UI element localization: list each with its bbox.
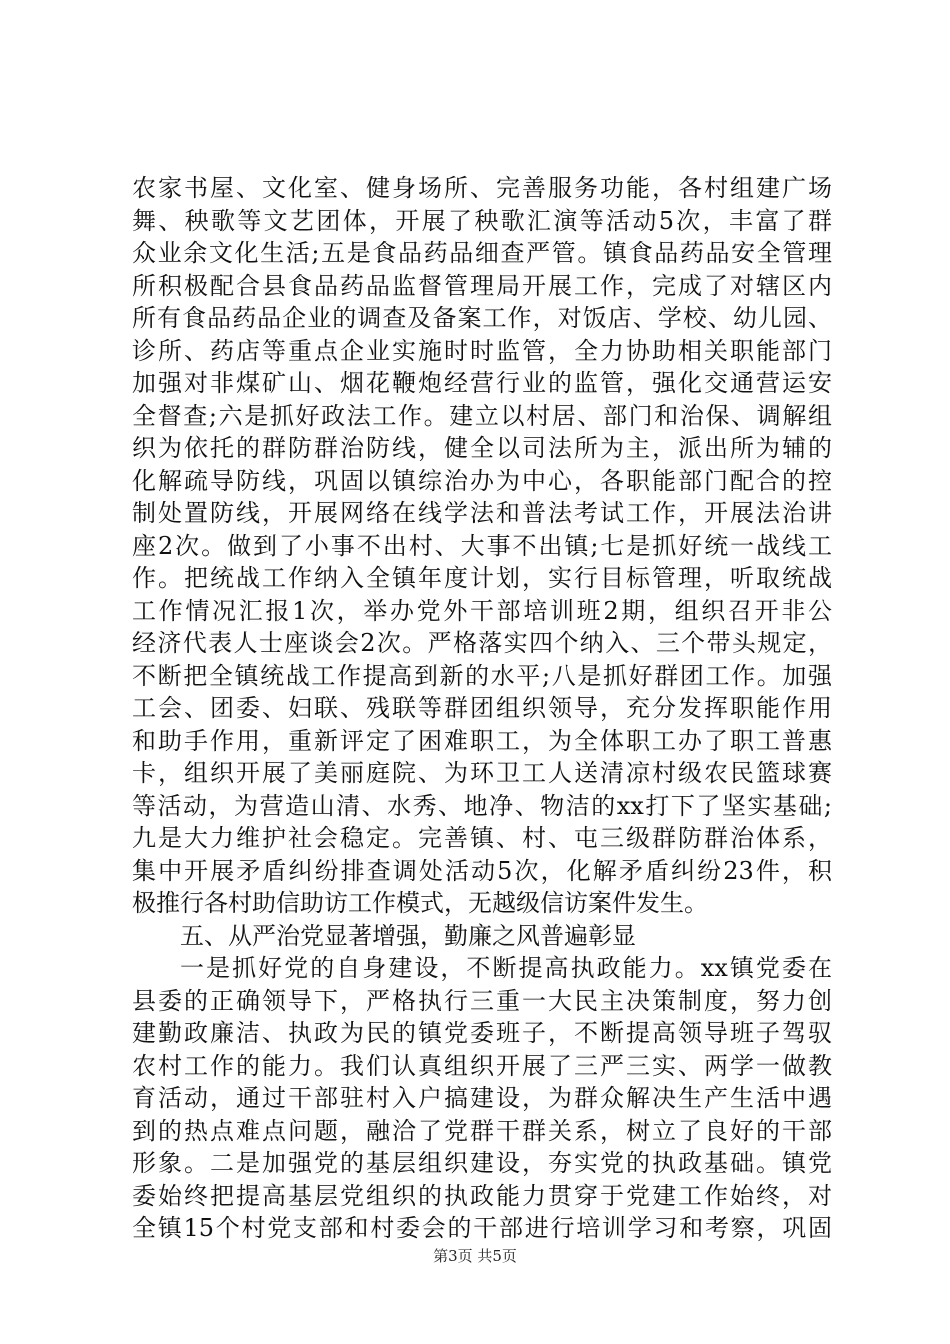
text-line: 工作情况汇报1次，举办党外干部培训班2期，组织召开非公	[132, 596, 832, 625]
text-line: 县委的正确领导下，严格执行三重一大民主决策制度，努力创	[132, 986, 832, 1015]
text-line: 座2次。做到了小事不出村、大事不出镇;七是抓好统一战线工	[132, 531, 832, 560]
text-line: 育活动，通过干部驻村入户搞建设，为群众解决生产生活中遇	[132, 1084, 832, 1112]
text-line: 众业余文化生活;五是食品药品细查严管。镇食品药品安全管理	[132, 239, 832, 267]
text-line: 到的热点难点问题，融洽了党群干群关系，树立了良好的干部	[132, 1116, 832, 1145]
text-line: 所有食品药品企业的调查及备案工作，对饭店、学校、幼儿园、	[132, 304, 832, 332]
text-line: 不断把全镇统战工作提高到新的水平;八是抓好群团工作。加强	[132, 661, 832, 690]
page-number-footer: 第3页 共5页	[433, 1247, 517, 1265]
text-line: 全镇15个村党支部和村委会的干部进行培训学习和考察，巩固	[132, 1214, 832, 1242]
text-line: 卡，组织开展了美丽庭院、为环卫工人送清凉村级农民篮球赛	[132, 759, 832, 787]
text-line: 经济代表人士座谈会2次。严格落实四个纳入、三个带头规定，	[132, 629, 832, 657]
section-heading: 五、从严治党显著增强，勤廉之风普遍彰显	[180, 921, 636, 950]
document-body	[132, 172, 832, 1245]
text-line: 化解疏导防线，巩固以镇综治办为中心，各职能部门配合的控	[132, 466, 832, 495]
text-line: 舞、秧歌等文艺团体，开展了秧歌汇演等活动5次，丰富了群	[132, 206, 832, 235]
text-line: 形象。二是加强党的基层组织建设，夯实党的执政基础。镇党	[132, 1149, 832, 1177]
text-line: 工会、团委、妇联、残联等群团组织领导，充分发挥职能作用	[132, 694, 832, 722]
text-line: 全督查;六是抓好政法工作。建立以村居、部门和治保、调解组	[132, 401, 832, 430]
text-line: 农村工作的能力。我们认真组织开展了三严三实、两学一做教	[132, 1051, 832, 1080]
text-line: 诊所、药店等重点企业实施时时监管，全力协助相关职能部门	[132, 336, 832, 365]
text-line: 农家书屋、文化室、健身场所、完善服务功能，各村组建广场	[132, 174, 832, 202]
paragraph-first-line: 一是抓好党的自身建设，不断提高执政能力。xx镇党委在	[180, 954, 832, 982]
text-line: 极推行各村助信助访工作模式，无越级信访案件发生。	[132, 889, 708, 917]
text-line: 所积极配合县食品药品监督管理局开展工作，完成了对辖区内	[132, 271, 832, 300]
text-line: 制处置防线，开展网络在线学法和普法考试工作，开展法治讲	[132, 499, 832, 527]
text-line: 织为依托的群防群治防线，健全以司法所为主，派出所为辅的	[132, 434, 832, 462]
text-line: 和助手作用，重新评定了困难职工，为全体职工办了职工普惠	[132, 726, 832, 755]
text-line: 委始终把提高基层党组织的执政能力贯穿于党建工作始终，对	[132, 1181, 832, 1210]
text-line: 集中开展矛盾纠纷排查调处活动5次，化解矛盾纠纷23件，积	[132, 856, 832, 885]
text-line: 九是大力维护社会稳定。完善镇、村、屯三级群防群治体系，	[132, 824, 832, 852]
text-line: 建勤政廉洁、执政为民的镇党委班子，不断提高领导班子驾驭	[132, 1019, 832, 1047]
text-line: 等活动，为营造山清、水秀、地净、物洁的xx打下了坚实基础;	[132, 791, 832, 820]
text-line: 作。把统战工作纳入全镇年度计划，实行目标管理，听取统战	[132, 564, 832, 592]
text-line: 加强对非煤矿山、烟花鞭炮经营行业的监管，强化交通营运安	[132, 369, 832, 397]
